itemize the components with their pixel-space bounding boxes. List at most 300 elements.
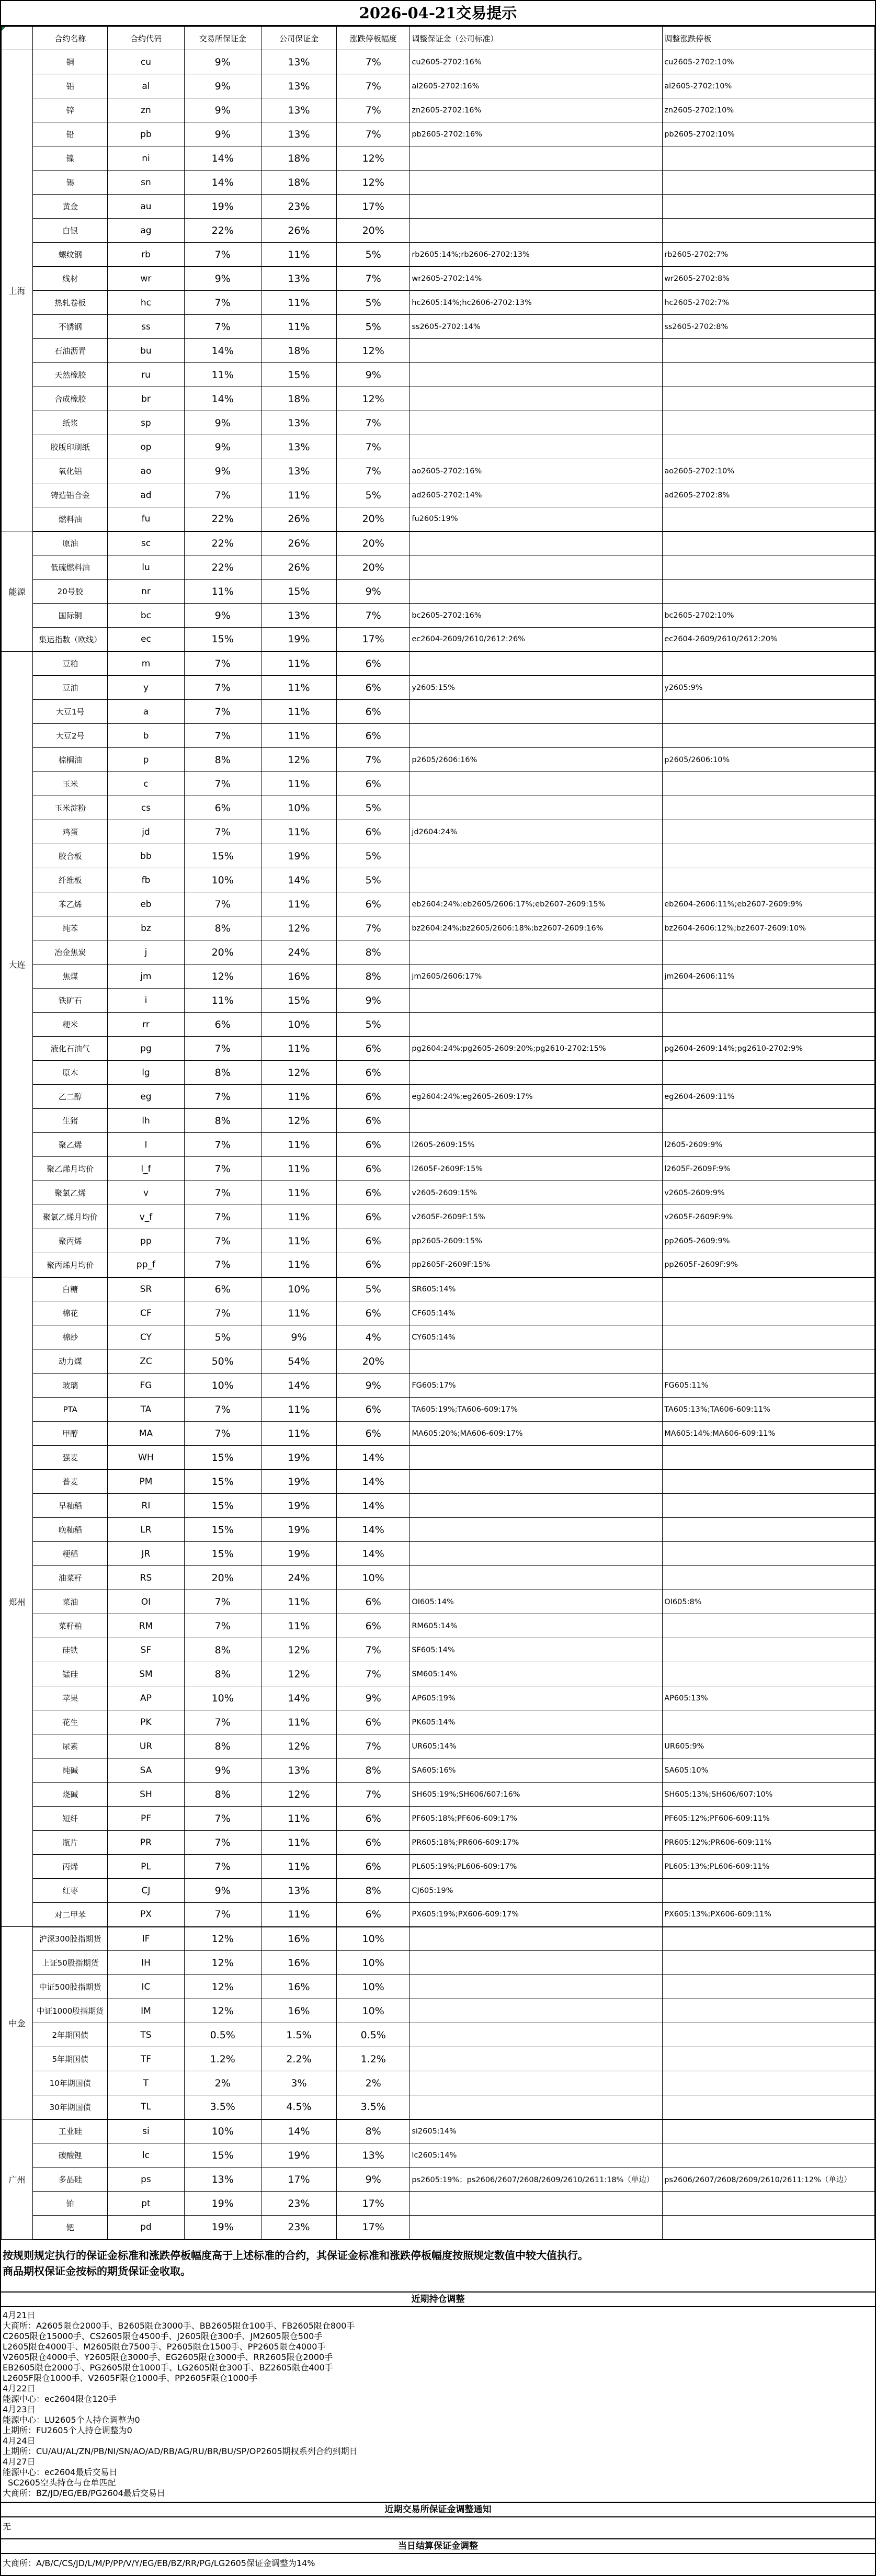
limit-range: 6% xyxy=(337,1807,410,1831)
table-row xyxy=(2,1229,875,1253)
table-row xyxy=(2,435,875,459)
contract-code: nr xyxy=(108,580,184,604)
adjusted-margin: pg2604:24%;pg2605-2609:20%;pg2610-2702:15% xyxy=(410,1037,663,1061)
adjusted-margin: v2605F-2609F:15% xyxy=(410,1205,663,1229)
limit-range: 2% xyxy=(337,2071,410,2095)
contract-name: 铸造铝合金 xyxy=(33,483,108,507)
exchange-margin: 7% xyxy=(184,243,261,267)
contract-name: 工业硅 xyxy=(33,2119,108,2143)
adjusted-limit: PR605:12%;PR606-609:11% xyxy=(663,1831,875,1855)
adjusted-margin xyxy=(410,1927,663,1951)
exchange-margin: 7% xyxy=(184,1133,261,1157)
adjusted-margin xyxy=(410,1518,663,1542)
contract-name: 2年期国债 xyxy=(33,2023,108,2047)
company-margin: 11% xyxy=(261,243,336,267)
adjusted-margin: eg2604:24%;eg2605-2609:17% xyxy=(410,1085,663,1109)
table-row xyxy=(2,844,875,868)
contract-code: jd xyxy=(108,820,184,844)
exchange-margin: 20% xyxy=(184,1566,261,1590)
adjusted-margin xyxy=(410,531,663,555)
adjusted-limit: v2605F-2609F:9% xyxy=(663,1205,875,1229)
adjusted-limit xyxy=(663,146,875,171)
adjusted-margin: MA605:20%;MA606-609:17% xyxy=(410,1422,663,1446)
adjusted-limit: zn2605-2702:10% xyxy=(663,98,875,122)
exchange-margin: 8% xyxy=(184,1638,261,1662)
table-header-row xyxy=(2,27,875,50)
limit-range: 7% xyxy=(337,916,410,940)
company-margin: 11% xyxy=(261,1181,336,1205)
exchange-margin: 9% xyxy=(184,435,261,459)
table-row xyxy=(2,676,875,700)
company-margin: 17% xyxy=(261,2168,336,2192)
table-row xyxy=(2,652,875,676)
company-margin: 19% xyxy=(261,2143,336,2168)
adjusted-margin: FG605:17% xyxy=(410,1374,663,1398)
contract-code: CY xyxy=(108,1325,184,1349)
limit-range: 14% xyxy=(337,1494,410,1518)
table-row xyxy=(2,1783,875,1807)
company-margin: 18% xyxy=(261,339,336,363)
exchange-margin: 7% xyxy=(184,1903,261,1927)
contract-name: 普麦 xyxy=(33,1470,108,1494)
adjusted-margin xyxy=(410,1975,663,1999)
adjusted-limit: wr2605-2702:8% xyxy=(663,267,875,291)
contract-code: lc xyxy=(108,2143,184,2168)
company-margin: 19% xyxy=(261,1494,336,1518)
adjusted-margin xyxy=(410,363,663,387)
contract-code: zn xyxy=(108,98,184,122)
table-row xyxy=(2,1061,875,1085)
exchange-margin: 9% xyxy=(184,267,261,291)
company-margin: 16% xyxy=(261,964,336,989)
exchange-margin: 7% xyxy=(184,315,261,339)
adjusted-limit: pb2605-2702:10% xyxy=(663,122,875,146)
table-row xyxy=(2,1951,875,1975)
table-row xyxy=(2,1205,875,1229)
company-margin: 11% xyxy=(261,1037,336,1061)
contract-code: jm xyxy=(108,964,184,989)
limit-range: 6% xyxy=(337,1109,410,1133)
contract-code: SF xyxy=(108,1638,184,1662)
contract-name: 生猪 xyxy=(33,1109,108,1133)
limit-range: 6% xyxy=(337,1590,410,1614)
exchange-margin: 15% xyxy=(184,1518,261,1542)
contract-name: 20号胶 xyxy=(33,580,108,604)
adjusted-limit xyxy=(663,940,875,964)
table-row xyxy=(2,1085,875,1109)
contract-name: 原油 xyxy=(33,531,108,555)
exchange-margin: 7% xyxy=(184,1037,261,1061)
adjusted-margin: PR605:18%;PR606-609:17% xyxy=(410,1831,663,1855)
exchange-margin: 15% xyxy=(184,628,261,652)
table-row xyxy=(2,748,875,772)
adjusted-margin: SR605:14% xyxy=(410,1277,663,1301)
limit-range: 9% xyxy=(337,989,410,1013)
limit-range: 6% xyxy=(337,1253,410,1277)
contract-name: 铁矿石 xyxy=(33,989,108,1013)
exchange-margin: 15% xyxy=(184,1542,261,1566)
exchange-margin: 50% xyxy=(184,1349,261,1374)
contract-name: 聚乙烯月均价 xyxy=(33,1157,108,1181)
adjusted-limit: l2605-2609:9% xyxy=(663,1133,875,1157)
contract-code: IF xyxy=(108,1927,184,1951)
limit-range: 6% xyxy=(337,1085,410,1109)
company-margin: 12% xyxy=(261,748,336,772)
note-line: L2605F限仓1000手、V2605F限仓1000手、PP2605F限仓1000手 xyxy=(3,2373,258,2383)
company-margin: 11% xyxy=(261,1205,336,1229)
company-margin: 54% xyxy=(261,1349,336,1374)
limit-range: 6% xyxy=(337,1037,410,1061)
limit-range: 7% xyxy=(337,604,410,628)
exchange-margin: 1.2% xyxy=(184,2047,261,2071)
table-row xyxy=(2,1109,875,1133)
contract-code: RS xyxy=(108,1566,184,1590)
table-row xyxy=(2,916,875,940)
contract-code: SA xyxy=(108,1758,184,1783)
contract-code: hc xyxy=(108,291,184,315)
limit-range: 17% xyxy=(337,195,410,219)
company-margin: 13% xyxy=(261,74,336,98)
company-margin: 13% xyxy=(261,122,336,146)
contract-name: 沪深300股指期货 xyxy=(33,1927,108,1951)
adjusted-limit xyxy=(663,1879,875,1903)
limit-range: 13% xyxy=(337,2143,410,2168)
adjusted-margin: v2605-2609:15% xyxy=(410,1181,663,1205)
limit-range: 7% xyxy=(337,1662,410,1686)
exchange-margin: 8% xyxy=(184,1061,261,1085)
limit-range: 12% xyxy=(337,387,410,411)
exchange-margin: 6% xyxy=(184,1013,261,1037)
adjusted-limit xyxy=(663,2071,875,2095)
table-row xyxy=(2,1638,875,1662)
adjusted-margin xyxy=(410,1542,663,1566)
adjusted-limit xyxy=(663,1614,875,1638)
exchange-margin: 7% xyxy=(184,1205,261,1229)
adjusted-limit: SH605:13%;SH606/607:10% xyxy=(663,1783,875,1807)
adjusted-margin xyxy=(410,772,663,796)
company-margin: 16% xyxy=(261,1951,336,1975)
contract-name: 聚氯乙烯月均价 xyxy=(33,1205,108,1229)
margin-table xyxy=(1,26,875,2240)
contract-code: bz xyxy=(108,916,184,940)
adjusted-limit: PL605:13%;PL606-609:11% xyxy=(663,1855,875,1879)
company-margin: 11% xyxy=(261,1253,336,1277)
limit-range: 4% xyxy=(337,1325,410,1349)
adjusted-margin xyxy=(410,1446,663,1470)
exchange-margin: 8% xyxy=(184,1109,261,1133)
contract-code: v_f xyxy=(108,1205,184,1229)
contract-name: 国际铜 xyxy=(33,604,108,628)
table-row xyxy=(2,964,875,989)
contract-name: 动力煤 xyxy=(33,1349,108,1374)
adjusted-margin: SM605:14% xyxy=(410,1662,663,1686)
adjusted-margin: l2605-2609:15% xyxy=(410,1133,663,1157)
contract-name: 瓶片 xyxy=(33,1831,108,1855)
contract-name: 棕榈油 xyxy=(33,748,108,772)
exchange-margin: 10% xyxy=(184,1374,261,1398)
adjusted-limit: ec2604-2609/2610/2612:20% xyxy=(663,628,875,652)
company-margin: 13% xyxy=(261,50,336,74)
exchange-margin: 14% xyxy=(184,387,261,411)
adjusted-limit: al2605-2702:10% xyxy=(663,74,875,98)
contract-name: 钯 xyxy=(33,2216,108,2240)
limit-range: 10% xyxy=(337,1975,410,1999)
adjusted-margin xyxy=(410,940,663,964)
contract-code: JR xyxy=(108,1542,184,1566)
limit-range: 1.2% xyxy=(337,2047,410,2071)
adjusted-margin xyxy=(410,1470,663,1494)
limit-range: 8% xyxy=(337,1758,410,1783)
limit-range: 6% xyxy=(337,820,410,844)
contract-code: si xyxy=(108,2119,184,2143)
contract-name: 菜油 xyxy=(33,1590,108,1614)
adjusted-margin: bz2604:24%;bz2605/2606:18%;bz2607-2609:16% xyxy=(410,916,663,940)
adjusted-margin xyxy=(410,2216,663,2240)
adjusted-margin xyxy=(410,724,663,748)
contract-name: 中证1000股指期货 xyxy=(33,1999,108,2023)
limit-range: 12% xyxy=(337,146,410,171)
contract-code: T xyxy=(108,2071,184,2095)
exchange-margin: 11% xyxy=(184,989,261,1013)
contract-name: 纤维板 xyxy=(33,868,108,892)
adjusted-limit xyxy=(663,339,875,363)
limit-range: 6% xyxy=(337,892,410,916)
note-line: EB2605限仓2000手、PG2605限仓1000手、LG2605限仓300手、BZ2605限仓400手 xyxy=(3,2362,333,2373)
adjusted-limit: bc2605-2702:10% xyxy=(663,604,875,628)
adjusted-limit xyxy=(663,1638,875,1662)
table-row xyxy=(2,1566,875,1590)
contract-name: 锰硅 xyxy=(33,1662,108,1686)
contract-name: 多晶硅 xyxy=(33,2168,108,2192)
adjusted-margin: ad2605-2702:14% xyxy=(410,483,663,507)
exchange-margin: 22% xyxy=(184,507,261,531)
adjusted-margin xyxy=(410,435,663,459)
limit-range: 5% xyxy=(337,315,410,339)
adjusted-margin: ss2605-2702:14% xyxy=(410,315,663,339)
table-row xyxy=(2,1398,875,1422)
contract-code: rr xyxy=(108,1013,184,1037)
exchange-margin: 7% xyxy=(184,652,261,676)
limit-range: 9% xyxy=(337,1686,410,1710)
note-line: 4月22日 xyxy=(3,2383,36,2393)
contract-code: UR xyxy=(108,1734,184,1758)
limit-range: 6% xyxy=(337,1229,410,1253)
limit-range: 14% xyxy=(337,1518,410,1542)
adjusted-margin: rb2605:14%;rb2606-2702:13% xyxy=(410,243,663,267)
exchange-margin: 7% xyxy=(184,1085,261,1109)
contract-name: 胶合板 xyxy=(33,844,108,868)
exchange-margin: 19% xyxy=(184,2216,261,2240)
adjusted-margin xyxy=(410,1109,663,1133)
exchange-margin: 12% xyxy=(184,964,261,989)
contract-code: bu xyxy=(108,339,184,363)
contract-name: 玻璃 xyxy=(33,1374,108,1398)
exchange-margin: 9% xyxy=(184,1758,261,1783)
table-row xyxy=(2,219,875,243)
contract-name: 乙二醇 xyxy=(33,1085,108,1109)
limit-range: 3.5% xyxy=(337,2095,410,2119)
limit-range: 5% xyxy=(337,1277,410,1301)
limit-range: 9% xyxy=(337,1374,410,1398)
section-header-position-adjustments: 近期持仓调整 xyxy=(1,2291,875,2307)
contract-name: 油菜籽 xyxy=(33,1566,108,1590)
limit-range: 6% xyxy=(337,676,410,700)
contract-name: 短纤 xyxy=(33,1807,108,1831)
adjusted-margin: bc2605-2702:16% xyxy=(410,604,663,628)
adjusted-margin xyxy=(410,652,663,676)
company-margin: 11% xyxy=(261,1422,336,1446)
exchange-margin: 7% xyxy=(184,483,261,507)
limit-range: 10% xyxy=(337,1999,410,2023)
col-header-company-margin: 公司保证金 xyxy=(261,27,336,50)
company-margin: 11% xyxy=(261,1807,336,1831)
exchange-margin: 7% xyxy=(184,1301,261,1325)
col-header-adjusted-limit: 调整涨跌停板 xyxy=(663,27,875,50)
table-row xyxy=(2,1277,875,1301)
adjusted-limit: p2605/2606:10% xyxy=(663,748,875,772)
adjusted-margin: SF605:14% xyxy=(410,1638,663,1662)
limit-range: 7% xyxy=(337,98,410,122)
adjusted-limit: hc2605-2702:7% xyxy=(663,291,875,315)
exchange-margin: 8% xyxy=(184,1734,261,1758)
limit-range: 6% xyxy=(337,1061,410,1085)
exchange-margin: 8% xyxy=(184,748,261,772)
adjusted-margin xyxy=(410,2095,663,2119)
footnote-block xyxy=(1,2240,875,2291)
adjusted-margin: SH605:19%;SH606/607:16% xyxy=(410,1783,663,1807)
contract-code: PL xyxy=(108,1855,184,1879)
adjusted-margin: CJ605:19% xyxy=(410,1879,663,1903)
adjusted-limit: AP605:13% xyxy=(663,1686,875,1710)
table-row xyxy=(2,868,875,892)
company-margin: 11% xyxy=(261,315,336,339)
limit-range: 14% xyxy=(337,1542,410,1566)
contract-code: PK xyxy=(108,1710,184,1734)
exchange-margin: 7% xyxy=(184,1253,261,1277)
adjusted-limit: jm2604-2606:11% xyxy=(663,964,875,989)
limit-range: 8% xyxy=(337,1879,410,1903)
contract-name: 铝 xyxy=(33,74,108,98)
table-row xyxy=(2,1349,875,1374)
contract-code: ec xyxy=(108,628,184,652)
table-row xyxy=(2,1301,875,1325)
adjusted-limit xyxy=(663,1662,875,1686)
adjusted-limit: ss2605-2702:8% xyxy=(663,315,875,339)
footnote-rule: 按规则规定执行的保证金标准和涨跌停板幅度高于上述标准的合约，其保证金标准和涨跌停板幅度按照规定数值中较大值执行。 xyxy=(3,2249,588,2262)
limit-range: 7% xyxy=(337,267,410,291)
contract-code: LR xyxy=(108,1518,184,1542)
exchange-margin: 7% xyxy=(184,772,261,796)
adjusted-limit xyxy=(663,2192,875,2216)
contract-name: 线材 xyxy=(33,267,108,291)
adjusted-margin xyxy=(410,2071,663,2095)
contract-code: FG xyxy=(108,1374,184,1398)
contract-code: wr xyxy=(108,267,184,291)
exchange-margin: 15% xyxy=(184,2143,261,2168)
limit-range: 12% xyxy=(337,171,410,195)
contract-code: eg xyxy=(108,1085,184,1109)
exchange-margin: 7% xyxy=(184,1614,261,1638)
limit-range: 6% xyxy=(337,652,410,676)
contract-code: MA xyxy=(108,1422,184,1446)
adjusted-limit xyxy=(663,555,875,580)
note-line: 能源中心：ec2604限仓120手 xyxy=(3,2393,117,2404)
col-header-adjusted-margin: 调整保证金（公司标准） xyxy=(410,27,663,50)
note-line: 能源中心：ec2604最后交易日 xyxy=(3,2467,118,2477)
contract-code: sc xyxy=(108,531,184,555)
exchange-margin: 20% xyxy=(184,940,261,964)
contract-code: sp xyxy=(108,411,184,435)
exchange-margin: 9% xyxy=(184,459,261,483)
footnote-options: 商品期权保证金按标的期货保证金收取。 xyxy=(3,2264,191,2277)
exchange-margin: 15% xyxy=(184,1494,261,1518)
note-line: 大商所：BZ/JD/EG/EB/PG2604最后交易日 xyxy=(3,2488,165,2498)
contract-code: RM xyxy=(108,1614,184,1638)
adjusted-limit: pp2605F-2609F:9% xyxy=(663,1253,875,1277)
note-line: 上期所：CU/AU/AL/ZN/PB/NI/SN/AO/AD/RB/AG/RU/BR/BU/SP/OP2605期权系列合约到期日 xyxy=(3,2446,358,2456)
exchange-margin: 12% xyxy=(184,1999,261,2023)
contract-name: 甲醇 xyxy=(33,1422,108,1446)
note-line: 无 xyxy=(3,2521,12,2532)
exchange-margin: 11% xyxy=(184,363,261,387)
contract-name: 不锈钢 xyxy=(33,315,108,339)
table-row xyxy=(2,1037,875,1061)
contract-code: ps xyxy=(108,2168,184,2192)
contract-name: 10年期国债 xyxy=(33,2071,108,2095)
limit-range: 6% xyxy=(337,1205,410,1229)
table-row xyxy=(2,507,875,531)
exchange-group-label: 能源 xyxy=(2,531,33,652)
adjusted-margin xyxy=(410,2023,663,2047)
contract-code: l xyxy=(108,1133,184,1157)
note-line: 4月21日 xyxy=(3,2310,36,2320)
table-row xyxy=(2,724,875,748)
contract-name: 碳酸锂 xyxy=(33,2143,108,2168)
exchange-margin: 0.5% xyxy=(184,2023,261,2047)
adjusted-margin: jm2605/2606:17% xyxy=(410,964,663,989)
adjusted-limit xyxy=(663,1301,875,1325)
limit-range: 14% xyxy=(337,1446,410,1470)
company-margin: 26% xyxy=(261,507,336,531)
limit-range: 7% xyxy=(337,748,410,772)
contract-code: OI xyxy=(108,1590,184,1614)
note-line: V2605限仓4000手、Y2605限仓3000手、EG2605限仓3000手、RR2605限仓2000手 xyxy=(3,2352,333,2362)
contract-code: c xyxy=(108,772,184,796)
table-row xyxy=(2,98,875,122)
contract-code: lu xyxy=(108,555,184,580)
adjusted-limit: l2605F-2609F:9% xyxy=(663,1157,875,1181)
adjusted-limit xyxy=(663,1566,875,1590)
table-row xyxy=(2,146,875,171)
contract-name: 铅 xyxy=(33,122,108,146)
contract-code: PM xyxy=(108,1470,184,1494)
table-row xyxy=(2,195,875,219)
table-row xyxy=(2,2119,875,2143)
limit-range: 7% xyxy=(337,74,410,98)
limit-range: 5% xyxy=(337,796,410,820)
table-row xyxy=(2,1831,875,1855)
company-margin: 13% xyxy=(261,435,336,459)
company-margin: 13% xyxy=(261,1879,336,1903)
table-row xyxy=(2,700,875,724)
company-margin: 19% xyxy=(261,628,336,652)
table-row xyxy=(2,1807,875,1831)
limit-range: 20% xyxy=(337,1349,410,1374)
adjusted-limit xyxy=(663,1999,875,2023)
contract-code: TA xyxy=(108,1398,184,1422)
table-row xyxy=(2,1686,875,1710)
contract-code: pp xyxy=(108,1229,184,1253)
